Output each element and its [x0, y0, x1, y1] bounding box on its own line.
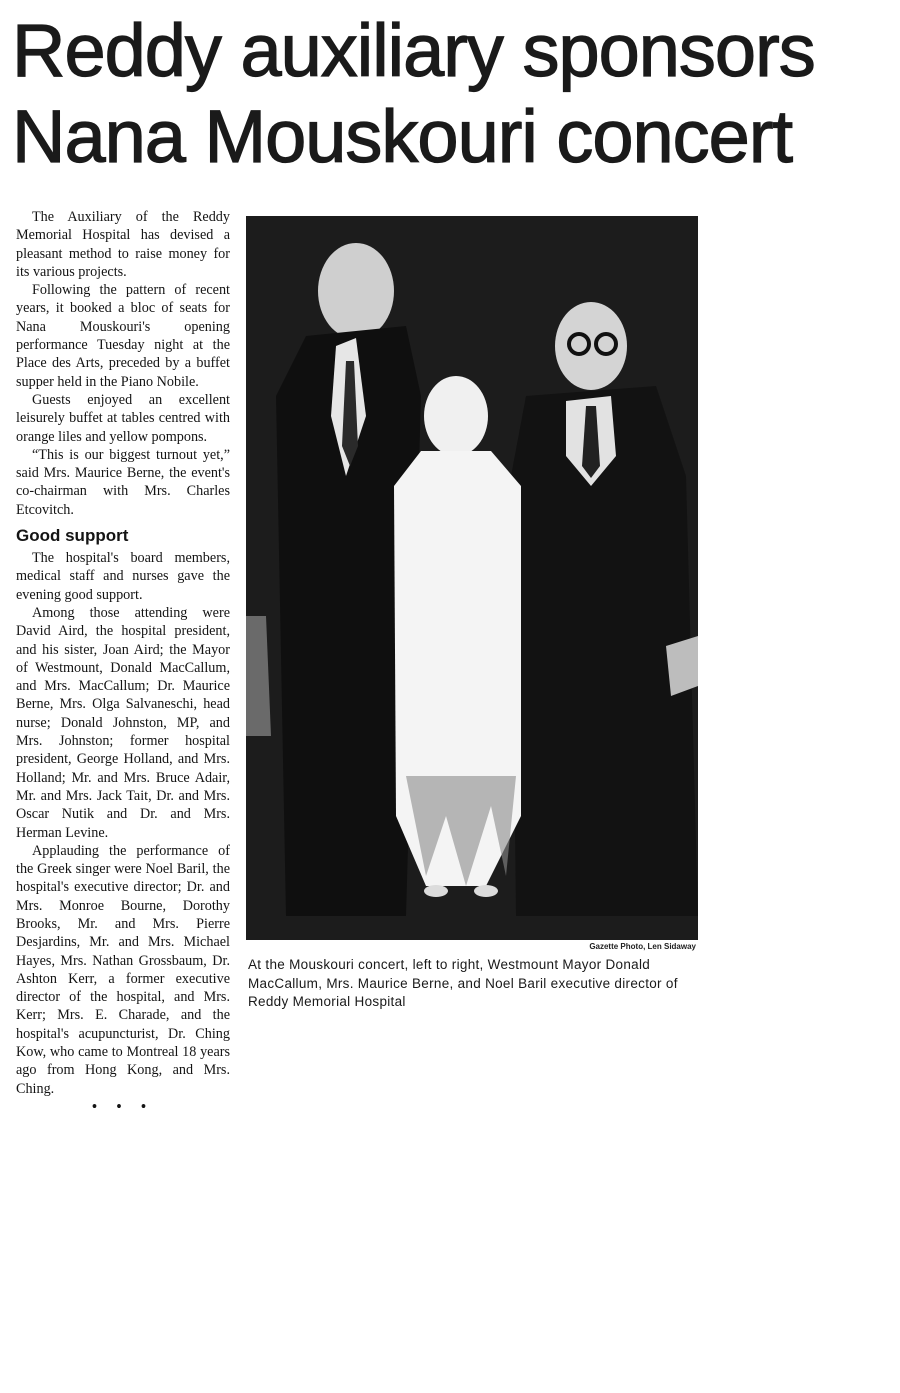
- article-paragraph: Following the pattern of recent years, it booked a bloc of seats for Nana Mouskouri's opening performance Tuesday night at the Place des Arts, preceded by a buffet supper held in the Piano Nobile.: [16, 282, 230, 390]
- article-paragraph: The Auxiliary of the Reddy Memorial Hospital has devised a pleasant method to raise money for its various projects.: [16, 209, 230, 280]
- headline-line-1: Reddy auxiliary sponsors: [12, 9, 815, 92]
- article-paragraph: The hospital's board members, medical staff and nurses gave the evening good support.: [16, 550, 230, 603]
- article-paragraph: Applauding the performance of the Greek singer were Noel Baril, the hospital's executive director; Dr. and Mrs. Monroe Bourne, Dorothy Brooks, Mr. and Mrs. Pierre Desjardins, Mr. and Mrs. Michael Hayes, Mrs. Nathan Grossbaum, Dr. Ashton Kerr, a former executive director of the hospital, and Mrs. Kerr; Mrs. E. Charade, and the hospital's acupuncturist, Dr. Ching Kow, who came to Montreal 18 years ago from Hong Kong, and Mrs. Ching.: [16, 842, 230, 1097]
- article-paragraph: Guests enjoyed an excellent leisurely buffet at tables centred with orange liles and yellow pompons.: [16, 391, 230, 445]
- photo-caption: At the Mouskouri concert, left to right, Westmount Mayor Donald MacCallum, Mrs. Maurice Berne, and Noel Baril executive director of Reddy Memorial Hospital: [248, 957, 678, 1009]
- article-body: [16, 208, 230, 1116]
- headline-line-2: Nana Mouskouri concert: [12, 95, 793, 178]
- article-paragraph: “This is our biggest turnout yet,” said Mrs. Maurice Berne, the event's co-chairman with Mrs. Charles Etcovitch.: [16, 446, 230, 518]
- concert-photo: [246, 216, 698, 940]
- headline: [12, 8, 892, 180]
- end-mark: • • •: [92, 1098, 154, 1115]
- article-paragraph: Among those attending were David Aird, the hospital president, and his sister, Joan Aird; the Mayor of Westmount, Donald MacCallum, and Mrs. MacCallum; Dr. Maurice Berne, Mrs. Olga Salvaneschi, head nurse; Donald Johnston, MP, and Mrs. Johnston; former hospital president, George Holland, and Mrs. Holland; Mr. and Mrs. Bruce Adair, Mr. and Mrs. Jack Tait, Dr. and Mrs. Oscar Nutik and Dr. and Mrs. Herman Levine.: [16, 604, 230, 841]
- photo-credit: Gazette Photo, Len Sidaway: [589, 942, 696, 951]
- subhead: Good support: [16, 526, 129, 546]
- photo-figures: [246, 216, 698, 940]
